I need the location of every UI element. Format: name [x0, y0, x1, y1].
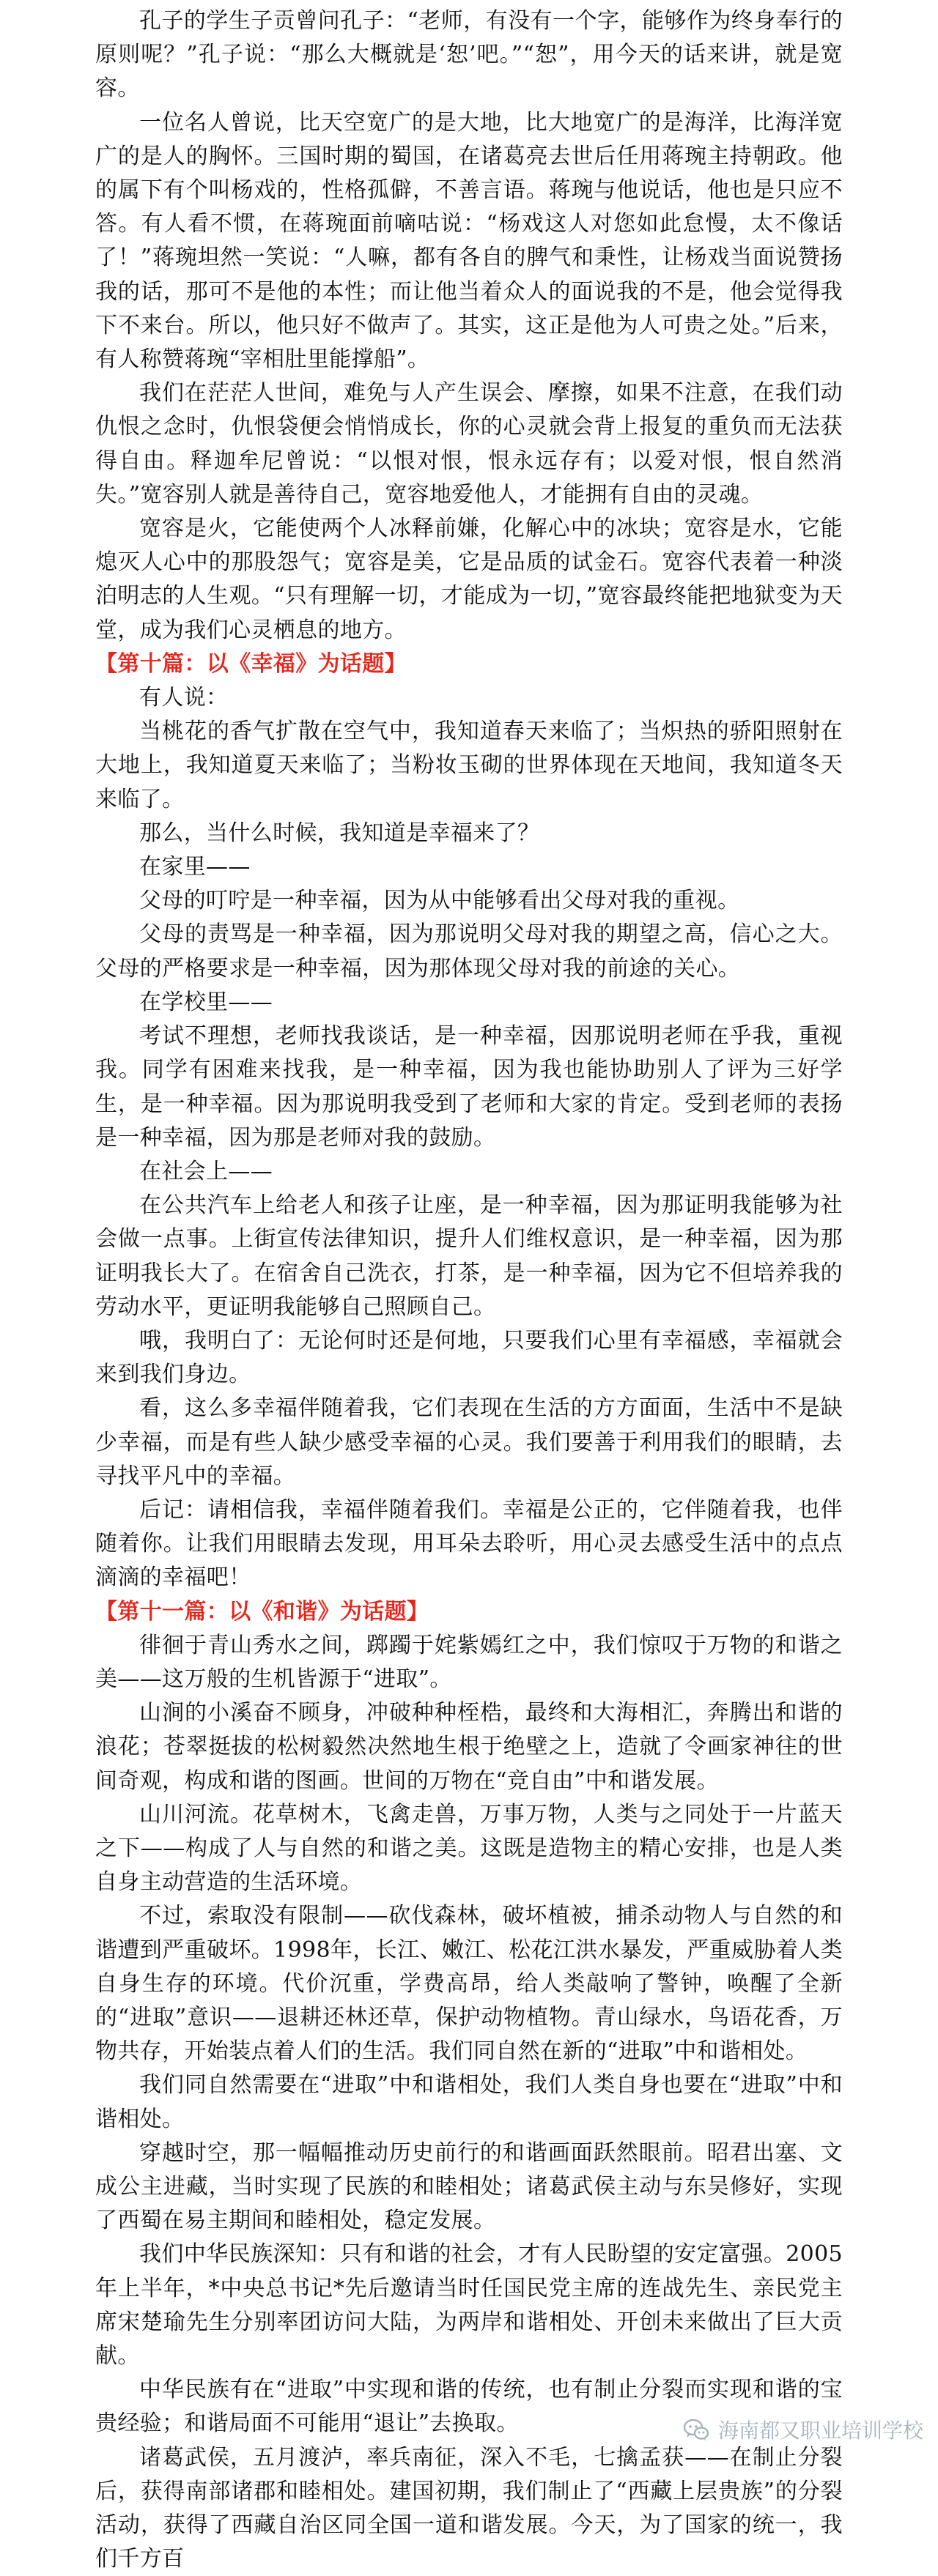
body-paragraph: 在公共汽车上给老人和孩子让座，是一种幸福，因为那证明我能够为社会做一点事。上街宣传法律知识，提升人们维权意识，是一种幸福，因为那证明我长大了。在宿舍自己洗衣，打茶，是一种幸福，因为它不但培养我的劳动水平，更证明我能够自己照顾自己。 — [95, 1192, 843, 1320]
section-heading: 【第十一篇：以《和谐》为话题】 — [95, 1598, 429, 1625]
body-paragraph: 我们在茫茫人世间，难免与人产生误会、摩擦，如果不注意，在我们动仇恨之念时，仇恨袋便会悄悄成长，你的心灵就会背上报复的重负而无法获得自由。释迦牟尼曾说：“以恨对恨，恨永远存有；以爱对恨，恨自然消失。”宽容别人就是善待自己，宽容地爱他人，才能拥有自由的灵魂。 — [95, 380, 843, 508]
body-paragraph: 徘徊于青山秀水之间，踯躅于姹紫嫣红之中，我们惊叹于万物的和谐之美——这万般的生机皆源于“进取”。 — [95, 1632, 843, 1692]
body-paragraph: 考试不理想，老师找我谈话，是一种幸福，因那说明老师在乎我，重视我。同学有困难来找我，是一种幸福，因为我也能协助别人了评为三好学生，是一种幸福。因为那说明我受到了老师和大家的肯定。受到老师的表扬是一种幸福，因为那是老师对我的鼓励。 — [95, 1023, 843, 1151]
body-paragraph: 在学校里—— — [139, 989, 273, 1015]
watermark — [682, 2413, 923, 2446]
body-paragraph: 孔子的学生子贡曾问孔子：“老师，有没有一个字，能够作为终身奉行的原则呢？”孔子说：“那么大概就是‘恕’吧。”“恕”，用今天的话来讲，就是宽容。 — [95, 8, 843, 102]
body-paragraph: 看，这么多幸福伴随着我，它们表现在生活的方方面面，生活中不是缺少幸福，而是有些人缺少感受幸福的心灵。我们要善于利用我们的眼睛，去寻找平凡中的幸福。 — [95, 1395, 843, 1489]
body-paragraph: 有人说： — [139, 685, 229, 711]
body-paragraph: 后记：请相信我，幸福伴随着我们。幸福是公正的，它伴随着我，也伴随着你。让我们用眼睛去发现，用耳朵去聆听，用心灵去感受生活中的点点滴滴的幸福吧！ — [95, 1496, 843, 1591]
body-paragraph: 我们中华民族深知：只有和谐的社会，才有人民盼望的安定富强。2005年上半年，*中央总书记*先后邀请当时任国民党主席的连战先生、亲民党主席宋楚瑜先生分别率团访问大陆，为两岸和谐相处、开创未来做出了巨大贡献。 — [95, 2241, 843, 2369]
body-paragraph: 穿越时空，那一幅幅推动历史前行的和谐画面跃然眼前。昭君出塞、文成公主进藏，当时实现了民族的和睦相处；诸葛武侯主动与东吴修好，实现了西蜀在易主期间和睦相处，稳定发展。 — [95, 2139, 843, 2234]
wechat-icon — [682, 2415, 711, 2444]
article-body — [0, 4, 938, 2576]
body-paragraph: 一位名人曾说，比天空宽广的是大地，比大地宽广的是海洋，比海洋宽广的是人的胸怀。三国时期的蜀国，在诸葛亮去世后任用蒋琬主持朝政。他的属下有个叫杨戏的，性格孤僻，不善言语。蒋琬与他说话，他也是只应不答。有人看不惯，在蒋琬面前嘀咕说：“杨戏这人对您如此怠慢，太不像话了！”蒋琬坦然一笑说：“人嘛，都有各自的脾气和秉性，让杨戏当面说赞扬我的话，那可不是他的本性；而让他当着众人的面说我的不是，他会觉得我下不来台。所以，他只好不做声了。其实，这正是他为人可贵之处。”后来，有人称赞蒋琬“宰相肚里能撑船”。 — [95, 109, 843, 373]
body-paragraph: 父母的叮咛是一种幸福，因为从中能够看出父母对我的重视。 — [139, 888, 740, 914]
body-paragraph: 宽容是火，它能使两个人冰释前嫌，化解心中的冰块；宽容是水，它能熄灭人心中的那股怨气；宽容是美，它是品质的试金石。宽容代表着一种淡泊明志的人生观。“只有理解一切，才能成为一切，”宽容最终能把地狱变为天堂，成为我们心灵栖息的地方。 — [95, 516, 843, 643]
section-heading: 【第十篇：以《幸福》为话题】 — [95, 650, 407, 677]
body-paragraph: 父母的责骂是一种幸福，因为那说明父母对我的期望之高，信心之大。父母的严格要求是一种幸福，因为那体现父母对我的前途的关心。 — [95, 921, 843, 981]
body-paragraph: 在社会上—— — [139, 1158, 273, 1184]
body-paragraph: 我们同自然需要在“进取”中和谐相处，我们人类自身也要在“进取”中和谐相处。 — [95, 2072, 843, 2132]
watermark-text: 海南都又职业培训学校 — [717, 2419, 923, 2443]
body-paragraph: 中华民族有在“进取”中实现和谐的传统，也有制止分裂而实现和谐的宝贵经验；和谐局面不可能用“退让”去换取。 — [95, 2377, 843, 2437]
body-paragraph: 哦，我明白了：无论何时还是何地，只要我们心里有幸福感，幸福就会来到我们身边。 — [95, 1327, 843, 1388]
body-paragraph: 在家里—— — [139, 854, 251, 880]
body-paragraph: 那么，当什么时候，我知道是幸福来了？ — [139, 820, 540, 846]
body-paragraph: 山川河流。花草树木，飞禽走兽，万事万物，人类与之同处于一片蓝天之下——构成了人与自然的和谐之美。这既是造物主的精心安排，也是人类自身主动营造的生活环境。 — [95, 1801, 843, 1896]
body-paragraph: 诸葛武侯，五月渡泸，率兵南征，深入不毛，七擒孟获——在制止分裂后，获得南部诸郡和睦相处。建国初期，我们制止了“西藏上层贵族”的分裂活动，获得了西藏自治区同全国一道和谐发展。今天，为了国家的统一，我们千方百 — [95, 2444, 843, 2572]
body-paragraph: 当桃花的香气扩散在空气中，我知道春天来临了；当炽热的骄阳照射在大地上，我知道夏天来临了；当粉妆玉砌的世界体现在天地间，我知道冬天来临了。 — [95, 719, 843, 812]
body-paragraph: 山涧的小溪奋不顾身，冲破种种桎梏，最终和大海相汇，奔腾出和谐的浪花；苍翠挺拔的松树毅然决然地生根于绝壁之上，造就了令画家神往的世间奇观，构成和谐的图画。世间的万物在“竞自由”中和谐发展。 — [95, 1700, 843, 1794]
body-paragraph: 不过，索取没有限制——砍伐森林，破坏植被，捕杀动物人与自然的和谐遭到严重破坏。1998年，长江、嫩江、松花江洪水暴发，严重威胁着人类自身生存的环境。代价沉重，学费高昂，给人类敲响了警钟，唤醒了全新的“进取”意识——退耕还林还草，保护动物植物。青山绿水，鸟语花香，万物共存，开始装点着人们的生活。我们同自然在新的“进取”中和谐相处。 — [95, 1903, 843, 2065]
